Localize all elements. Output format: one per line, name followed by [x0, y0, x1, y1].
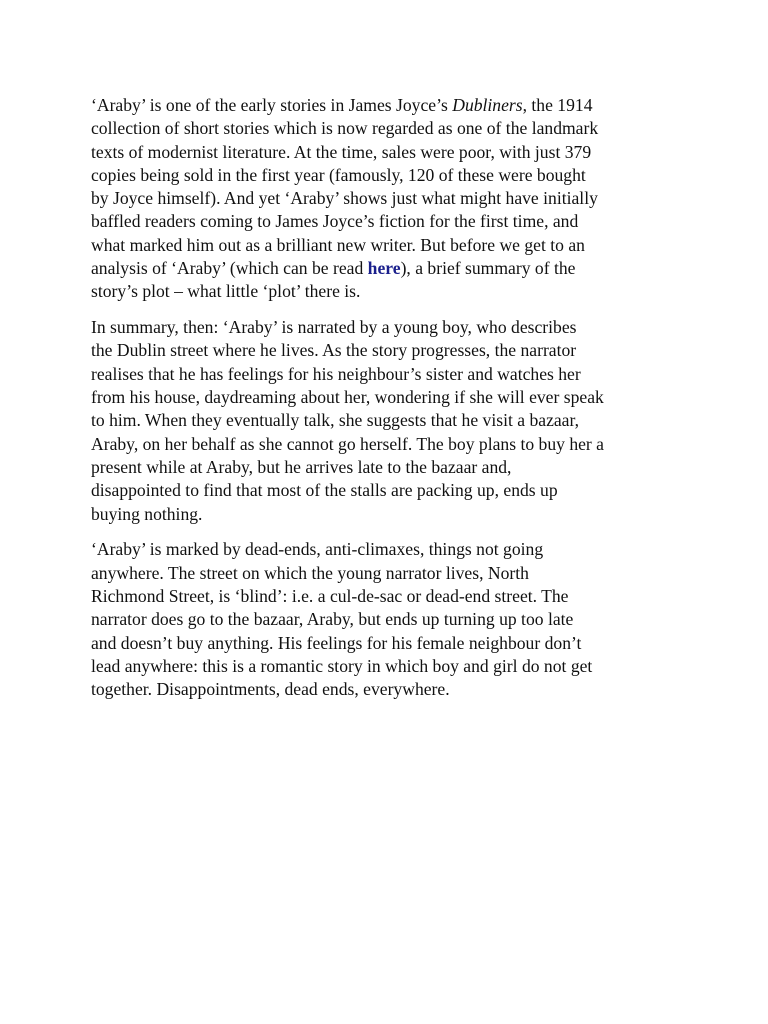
paragraph-summary: In summary, then: ‘Araby’ is narrated by a young boy, who describes the Dublin street where he lives. As the story progresses, the narrator realises that he has feelings for his neighbour’s sister and watches her from his house, daydreaming about her, wondering if she will ever speak to him. When they eventually talk, she suggests that he visit a bazaar, Araby, on her behalf as she cannot go herself. The boy plans to buy her a present while at Araby, but he arrives late to the bazaar and, disappointed to find that most of the stalls are packing up, ends up buying nothing. [91, 317, 604, 524]
paragraph-intro [91, 94, 691, 304]
intro-text-end: ), a brief summary of the story’s plot – what little ‘plot’ there is. [91, 258, 576, 302]
paragraph-analysis: ‘Araby’ is marked by dead-ends, anti-climaxes, things not going anywhere. The street on which the young narrator lives, North Richmond Street, is ‘blind’: i.e. a cul-de-sac or dead-end street. The narrator does go to the bazaar, Araby, but ends up turning up too late and doesn’t buy anything. His feelings for his female neighbour don’t lead anywhere: this is a romantic story in which boy and girl do not get together. Disappointments, dead ends, everywhere. [91, 539, 593, 700]
intro-text-middle: , the 1914 collection of short stories which is now regarded as one of the landmark texts of modernist literature. At the time, sales were poor, with just 379 copies being sold in the first year (famously, 120 of these were bought by Joyce himself). And yet ‘Araby’ shows just what might have initially baffled readers coming to James Joyce’s fiction for the first time, and what marked him out as a brilliant new writer. But before we get to an analysis of ‘Araby’ (which can be read [91, 95, 599, 279]
here-link[interactable]: here [367, 258, 401, 279]
document-page [91, 94, 691, 714]
book-title-dubliners: Dubliners [452, 95, 523, 115]
intro-text-start: ‘Araby’ is one of the early stories in James Joyce’s [91, 95, 453, 115]
